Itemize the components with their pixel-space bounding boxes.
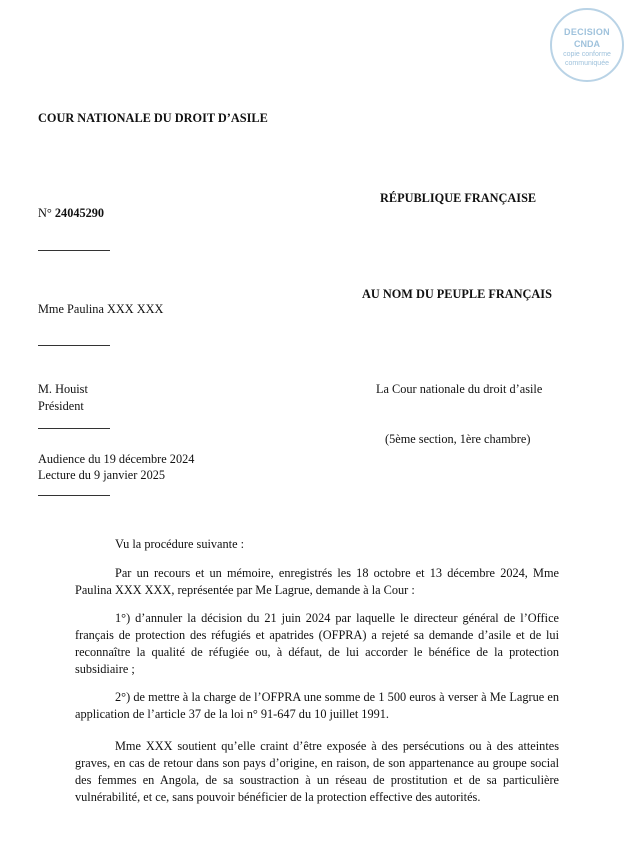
case-number	[38, 205, 104, 222]
judge-name: M. Houist	[38, 382, 88, 396]
paragraph-4: Mme XXX soutient qu’elle craint d’être exposée à des persécutions ou à des atteintes graves, en cas de retour dans son pays d’origine, en raison, de son appartenance au groupe social des femmes en Angola, de sa soustraction à un réseau de prostitution et de sa particulière vulnérabilité, et ce, sans pouvoir bénéficier de la protection effective des autorités.	[75, 739, 559, 804]
hearing-date: Audience du 19 décembre 2024	[38, 452, 195, 466]
separator-line	[38, 345, 110, 346]
stamp-line-3: copie conforme	[563, 51, 611, 58]
section-line: (5ème section, 1ère chambre)	[385, 432, 531, 446]
judge-role: Président	[38, 399, 84, 413]
decision-stamp	[550, 8, 624, 82]
stamp-line-1: DECISION	[564, 27, 610, 37]
court-line: La Cour nationale du droit d’asile	[376, 382, 543, 396]
republic-heading: RÉPUBLIQUE FRANÇAISE	[380, 191, 537, 205]
separator-line	[38, 495, 110, 496]
stamp-line-4: communiquée	[565, 60, 609, 67]
stamp-line-2: CNDA	[574, 39, 600, 49]
procedure-intro: Vu la procédure suivante :	[115, 537, 245, 551]
separator-line	[38, 250, 110, 251]
separator-line	[38, 428, 110, 429]
paragraph-3: 2°) de mettre à la charge de l’OFPRA une somme de 1 500 euros à verser à Me Lagrue en application de l’article 37 de la loi n° 91-647 du 10 juillet 1991.	[75, 690, 559, 721]
paragraph-2: 1°) d’annuler la décision du 21 juin 2024 par laquelle le directeur général de l’Office français de protection des réfugiés et apatrides (OFPRA) a rejeté sa demande d’asile et de lui reconnaître la qualité de réfugiée ou, à défaut, de lui accorder le bénéfice de la protection subsidiaire ;	[75, 611, 559, 676]
case-number-value: 24045290	[54, 206, 105, 220]
case-number-prefix: N°	[38, 206, 52, 220]
court-title: COUR NATIONALE DU DROIT D’ASILE	[38, 111, 268, 125]
people-heading: AU NOM DU PEUPLE FRANÇAIS	[362, 287, 552, 301]
applicant-name: Mme Paulina XXX XXX	[38, 302, 164, 316]
reading-date: Lecture du 9 janvier 2025	[38, 468, 166, 482]
paragraph-1: Par un recours et un mémoire, enregistrés les 18 octobre et 13 décembre 2024, Mme Paulina XXX XXX, représentée par Me Lagrue, demande à la Cour :	[75, 566, 559, 597]
